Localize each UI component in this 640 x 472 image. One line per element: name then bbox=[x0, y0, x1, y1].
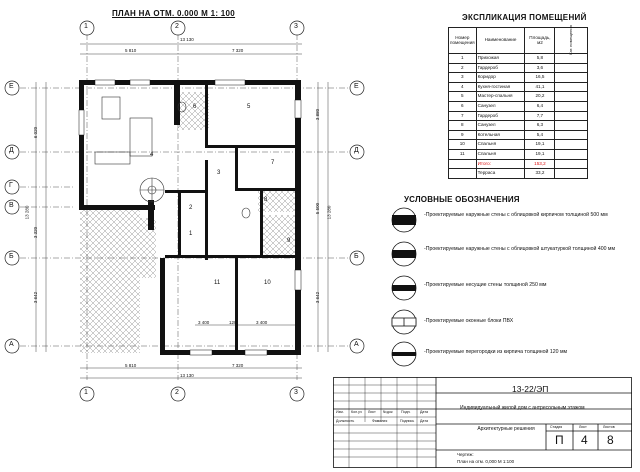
dim-bottom-total: 13 130 bbox=[180, 373, 194, 378]
sheet-name-label: Чертеж: bbox=[457, 452, 474, 457]
tb-label: №док bbox=[383, 410, 393, 414]
dim-top-total: 13 130 bbox=[180, 37, 194, 42]
table-row: 9 Котельная 5,4 bbox=[449, 130, 588, 140]
dim-inner-1: 3 400 bbox=[198, 320, 210, 325]
room-number: 11 bbox=[214, 280, 221, 286]
axis-label-top-3: 3 bbox=[294, 23, 298, 30]
axis-label-left-a: А bbox=[9, 341, 14, 348]
dim-bottom-2: 7 320 bbox=[232, 363, 244, 368]
header-num: Номер помещения bbox=[449, 28, 477, 54]
tb-label: Дата bbox=[420, 419, 428, 423]
legend-brick-wall-symbol bbox=[392, 215, 416, 225]
table-row: 11 Спальня 19,1 bbox=[449, 149, 588, 159]
table-row: 6 Санузел 6,4 bbox=[449, 101, 588, 111]
dim-right-2: 5 500 bbox=[315, 202, 321, 215]
table-row: 7 Гардероб 7,7 bbox=[449, 111, 588, 121]
dim-left-2: 3 320 bbox=[33, 226, 39, 239]
tb-label: Изм. bbox=[336, 410, 344, 414]
axis-label-left-b: Б bbox=[9, 253, 14, 260]
room-number: 5 bbox=[247, 104, 251, 110]
table-row: 8 Санузел 6,3 bbox=[449, 121, 588, 131]
axis-label-left-e: Е bbox=[9, 83, 14, 90]
explication-table bbox=[448, 27, 588, 179]
header-name: Наименование bbox=[476, 28, 525, 54]
axis-label-right-d: Д bbox=[354, 147, 359, 154]
dim-top-2: 7 320 bbox=[232, 48, 244, 53]
axis-label-bottom-1: 1 bbox=[84, 389, 88, 396]
plan-title: ПЛАН НА ОТМ. 0.000 М 1: 100 bbox=[112, 9, 236, 18]
legend-item: -Проектируемые перегородки из кирпича толщиной 120 мм bbox=[424, 349, 568, 355]
stage-value: П bbox=[555, 433, 564, 447]
room-number: 1 bbox=[189, 231, 193, 237]
sheets-value: 8 bbox=[607, 433, 614, 447]
dim-inner-3: 3 400 bbox=[256, 320, 268, 325]
legend-item: -Проектируемые оконные блоки ПВХ bbox=[424, 318, 514, 324]
table-row: 4 Кухня-гостиная 41,1 bbox=[449, 82, 588, 92]
room-number: 4 bbox=[150, 152, 154, 158]
table-row: 5 Мастер-спальня 20,2 bbox=[449, 92, 588, 102]
tb-label: Подпись bbox=[400, 419, 415, 423]
legend-partition-symbol bbox=[392, 352, 416, 356]
project-code: 13-22/ЭП bbox=[512, 384, 549, 394]
dim-right-total: 13 280 bbox=[326, 205, 332, 220]
tb-label: Должность bbox=[336, 419, 355, 423]
legend-item: -Проектируемые наружные стены с облицовкой штукатуркой толщиной 400 мм bbox=[424, 246, 616, 252]
table-row: 3 Коридор 16,5 bbox=[449, 73, 588, 83]
legend-item: -Проектируемые наружные стены с облицовкой кирпичом толщиной 500 мм bbox=[424, 212, 608, 218]
axis-label-top-1: 1 bbox=[84, 23, 88, 30]
stage-header: Стадия bbox=[550, 425, 563, 429]
sheet-name bbox=[457, 451, 514, 465]
header-area: Площадь, м2 bbox=[525, 28, 555, 54]
dim-right-1: 3 880 bbox=[315, 108, 321, 121]
axis-label-left-g: Г bbox=[9, 182, 13, 189]
table-row: 2 Гардероб 3,6 bbox=[449, 63, 588, 73]
section-name: Архитектурные решения bbox=[477, 426, 535, 432]
tb-label: Подп. bbox=[401, 410, 411, 414]
room-number: 2 bbox=[189, 205, 193, 211]
tb-label: Фамилия bbox=[372, 419, 388, 423]
legend-symbols bbox=[390, 200, 424, 370]
tb-label: Дата bbox=[420, 410, 428, 414]
axis-label-right-a: А bbox=[354, 341, 359, 348]
table-row: 1 Прихожая 5,8 bbox=[449, 54, 588, 64]
dim-bottom-1: 5 810 bbox=[125, 363, 137, 368]
sheet-value: 4 bbox=[581, 433, 588, 447]
axis-label-right-e: Е bbox=[354, 83, 359, 90]
table-row: 10 Спальня 19,1 bbox=[449, 140, 588, 150]
room-number: 9 bbox=[287, 238, 291, 244]
dim-inner-2: 120 bbox=[229, 320, 237, 325]
legend-plaster-wall-symbol bbox=[392, 250, 416, 258]
sheet-name-value: План на отм. 0,000 М 1:100 bbox=[457, 459, 515, 464]
table-row-total: Итого: 153,2 bbox=[449, 159, 588, 169]
room-number: 7 bbox=[271, 160, 275, 166]
legend-load-wall-symbol bbox=[392, 285, 416, 291]
axis-label-top-2: 2 bbox=[175, 23, 179, 30]
dim-right-3: 3 642 bbox=[315, 291, 321, 304]
table-row-terrace: Терраса 33,2 bbox=[449, 169, 588, 179]
room-number: 6 bbox=[193, 104, 197, 110]
dim-left-total: 13 280 bbox=[24, 205, 30, 220]
axis-label-right-b: Б bbox=[354, 253, 359, 260]
explication-title: ЭКСПЛИКАЦИЯ ПОМЕЩЕНИЙ bbox=[462, 13, 587, 22]
project-description: Индивидуальный жилой дом с антресольным этажом bbox=[460, 405, 585, 411]
tb-label: Кол.уч bbox=[351, 410, 362, 414]
sheet-header: Лист bbox=[579, 425, 587, 429]
room-number: 8 bbox=[264, 197, 268, 203]
sheets-header: Листов bbox=[603, 425, 615, 429]
room-number: 3 bbox=[217, 170, 221, 176]
dim-left-3: 3 642 bbox=[33, 291, 39, 304]
bathroom-hatch bbox=[177, 92, 209, 130]
dim-top-1: 5 810 bbox=[125, 48, 137, 53]
axis-label-bottom-3: 3 bbox=[294, 389, 298, 396]
legend-item: -Проектируемые несущие стены толщиной 250 мм bbox=[424, 282, 547, 288]
room-number: 10 bbox=[264, 280, 271, 286]
axis-label-left-v: В bbox=[9, 202, 14, 209]
header-cat: Кат. помещения bbox=[555, 28, 588, 54]
axis-label-left-d: Д bbox=[9, 147, 14, 154]
legend-title: УСЛОВНЫЕ ОБОЗНАЧЕНИЯ bbox=[404, 195, 520, 204]
dim-left-1: 6 020 bbox=[33, 126, 39, 139]
axis-label-bottom-2: 2 bbox=[175, 389, 179, 396]
tb-label: Лист bbox=[368, 410, 376, 414]
